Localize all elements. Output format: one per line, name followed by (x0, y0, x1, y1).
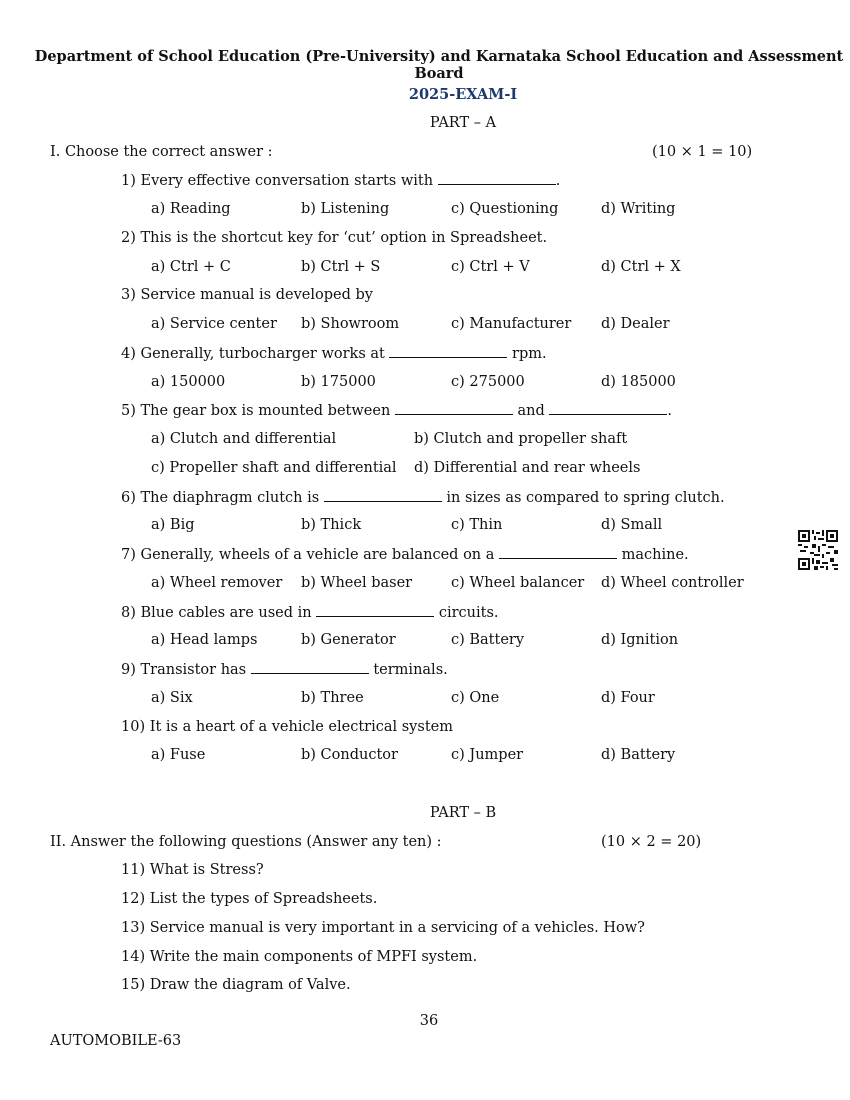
question-4: 4) Generally, turbocharger works at rpm. (121, 346, 547, 362)
q6-option-c: c) Thin (451, 517, 503, 533)
q7-option-d: d) Wheel controller (601, 575, 744, 591)
q5-option-a: a) Clutch and differential (151, 431, 337, 447)
question-14: 14) Write the main components of MPFI system. (121, 949, 478, 965)
q9-option-c: c) One (451, 690, 500, 706)
question-3: 3) Service manual is developed by (121, 287, 373, 303)
q10-option-b: b) Conductor (301, 747, 398, 763)
answer-blank (389, 345, 507, 358)
q5-option-c: c) Propeller shaft and differential (151, 460, 397, 476)
q3-option-d: d) Dealer (601, 316, 670, 332)
q1-option-a: a) Reading (151, 201, 231, 217)
part-a-title: PART – A (429, 115, 497, 131)
q7-option-a: a) Wheel remover (151, 575, 283, 591)
question-12: 12) List the types of Spreadsheets. (121, 891, 378, 907)
q4-option-b: b) 175000 (301, 374, 376, 390)
answer-blank (251, 661, 369, 674)
q1-option-d: d) Writing (601, 201, 676, 217)
answer-blank (316, 604, 434, 617)
q2-option-a: a) Ctrl + C (151, 259, 231, 275)
question-9: 9) Transistor has terminals. (121, 662, 448, 678)
q4-option-c: c) 275000 (451, 374, 525, 390)
q8-option-d: d) Ignition (601, 632, 679, 648)
question-13: 13) Service manual is very important in a servicing of a vehicles. How? (121, 920, 645, 936)
q1-option-b: b) Listening (301, 201, 390, 217)
q2-option-c: c) Ctrl + V (451, 259, 530, 275)
q6-option-b: b) Thick (301, 517, 362, 533)
question-7: 7) Generally, wheels of a vehicle are balanced on a machine. (121, 547, 689, 563)
q4-option-a: a) 150000 (151, 374, 226, 390)
answer-blank (438, 172, 556, 185)
question-2: 2) This is the shortcut key for ‘cut’ option in Spreadsheet. (121, 230, 548, 246)
part-b-heading: II. Answer the following questions (Answer any ten) : (50, 834, 442, 850)
part-b-marks: (10 × 2 = 20) (601, 834, 702, 850)
question-5: 5) The gear box is mounted between and . (121, 403, 672, 419)
question-1: 1) Every effective conversation starts with . (121, 173, 561, 189)
q2-option-d: d) Ctrl + X (601, 259, 681, 275)
q5-option-b: b) Clutch and propeller shaft (414, 431, 628, 447)
question-6: 6) The diaphragm clutch is in sizes as compared to spring clutch. (121, 490, 725, 506)
q3-option-a: a) Service center (151, 316, 277, 332)
answer-blank (395, 402, 513, 415)
question-11: 11) What is Stress? (121, 862, 264, 878)
q6-option-d: d) Small (601, 517, 663, 533)
question-8: 8) Blue cables are used in circuits. (121, 605, 499, 621)
q10-option-a: a) Fuse (151, 747, 206, 763)
exam-title: 2025-EXAM-I (408, 86, 518, 103)
answer-blank (499, 546, 617, 559)
board-header: Department of School Education (Pre-University) and Karnataka School Education and Assessment Board (34, 48, 844, 82)
part-a-marks: (10 × 1 = 10) (652, 144, 753, 160)
page-number: 36 (419, 1013, 439, 1029)
q8-option-c: c) Battery (451, 632, 525, 648)
q7-option-b: b) Wheel baser (301, 575, 413, 591)
part-b-title: PART – B (429, 805, 497, 821)
part-a-heading: I. Choose the correct answer : (50, 144, 273, 160)
q3-option-b: b) Showroom (301, 316, 400, 332)
q7-option-c: c) Wheel balancer (451, 575, 585, 591)
q6-option-a: a) Big (151, 517, 195, 533)
q9-option-a: a) Six (151, 690, 193, 706)
q8-option-a: a) Head lamps (151, 632, 258, 648)
footer-code: AUTOMOBILE-63 (50, 1033, 182, 1049)
q9-option-d: d) Four (601, 690, 655, 706)
question-15: 15) Draw the diagram of Valve. (121, 977, 351, 993)
q4-option-d: d) 185000 (601, 374, 676, 390)
q2-option-b: b) Ctrl + S (301, 259, 381, 275)
answer-blank (549, 402, 667, 415)
q10-option-c: c) Jumper (451, 747, 524, 763)
answer-blank (324, 489, 442, 502)
q1-option-c: c) Questioning (451, 201, 559, 217)
q8-option-b: b) Generator (301, 632, 396, 648)
q9-option-b: b) Three (301, 690, 364, 706)
q5-option-d: d) Differential and rear wheels (414, 460, 641, 476)
q10-option-d: d) Battery (601, 747, 676, 763)
question-10: 10) It is a heart of a vehicle electrical system (121, 719, 453, 735)
qr-code-icon (798, 530, 838, 570)
q3-option-c: c) Manufacturer (451, 316, 572, 332)
